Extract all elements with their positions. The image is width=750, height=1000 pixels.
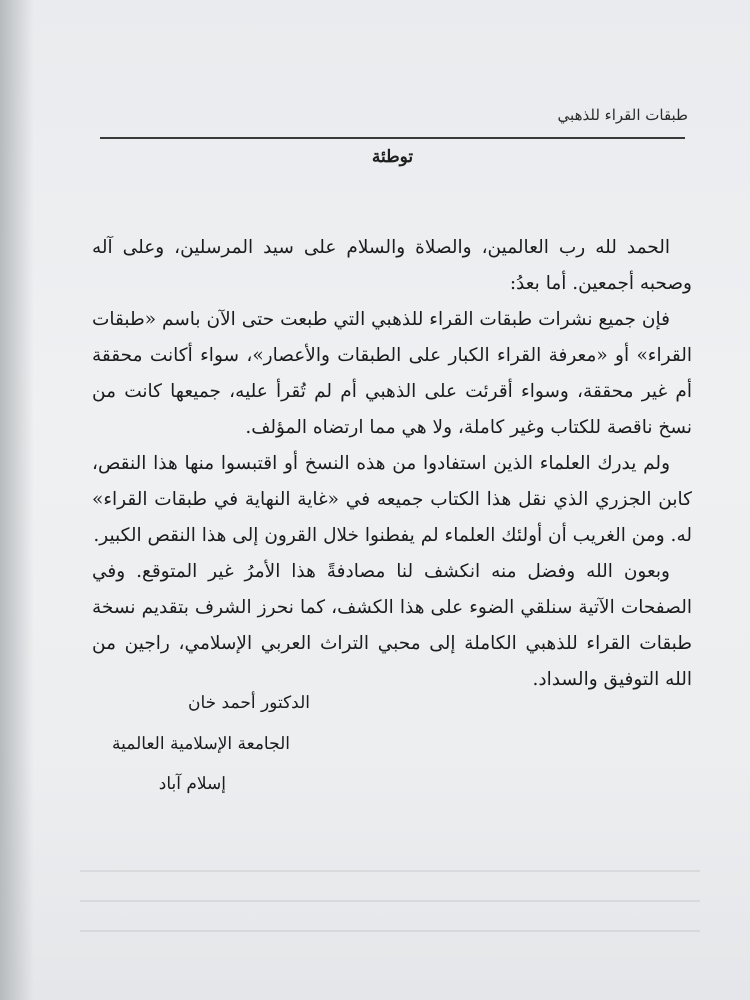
paragraph-2: فإن جميع نشرات طبقات القراء للذهبي التي طبعت حتى الآن باسم «طبقات القراء» أو «معرفة القراء الكبار على الطبقات والأعصار»، سواء أكانت محققة أم غير محققة، وسواء أقرئت على الذهبي أم لم تُقرأ عليه، جميعها كانت من نسخ ناقصة للكتاب وغير كاملة، ولا هي مما ارتضاه المؤلف. — [92, 309, 692, 438]
author-city: إسلام آباد — [158, 774, 226, 794]
author-name: الدكتور أحمد خان — [187, 693, 310, 713]
paragraph-4: وبعون الله وفضل منه انكشف لنا مصادفةً هذا الأمرُ غير المتوقع. وفي الصفحات الآتية سنلقي الضوء على هذا الكشف، كما نحرز الشرف بتقديم نسخة طبقات القراء للذهبي الكاملة إلى محبي التراث العربي الإسلامي، راجين من الله التوفيق والسداد. — [92, 561, 692, 690]
running-header: طبقات القراء للذهبي — [557, 106, 688, 124]
paragraph-1: الحمد لله رب العالمين، والصلاة والسلام على سيد المرسلين، وعلى آله وصحبه أجمعين. أما بعدُ: — [92, 237, 692, 294]
page-gutter-shadow — [0, 0, 34, 1000]
header-rule — [100, 137, 685, 139]
author-institution: الجامعة الإسلامية العالمية — [112, 734, 290, 754]
paragraph-3: ولم يدرك العلماء الذين استفادوا من هذه النسخ أو اقتبسوا منها هذا النقص، كابن الجزري الذي نقل هذا الكتاب جميعه في «غاية النهاية في طبقات القراء» له. ومن الغريب أن أولئك العلماء لم يفطنوا خلال القرون إلى هذا النقص الكبير. — [92, 453, 692, 546]
section-title: توطئة — [371, 147, 414, 167]
show-through-texture — [80, 870, 700, 950]
body-text — [92, 230, 692, 698]
